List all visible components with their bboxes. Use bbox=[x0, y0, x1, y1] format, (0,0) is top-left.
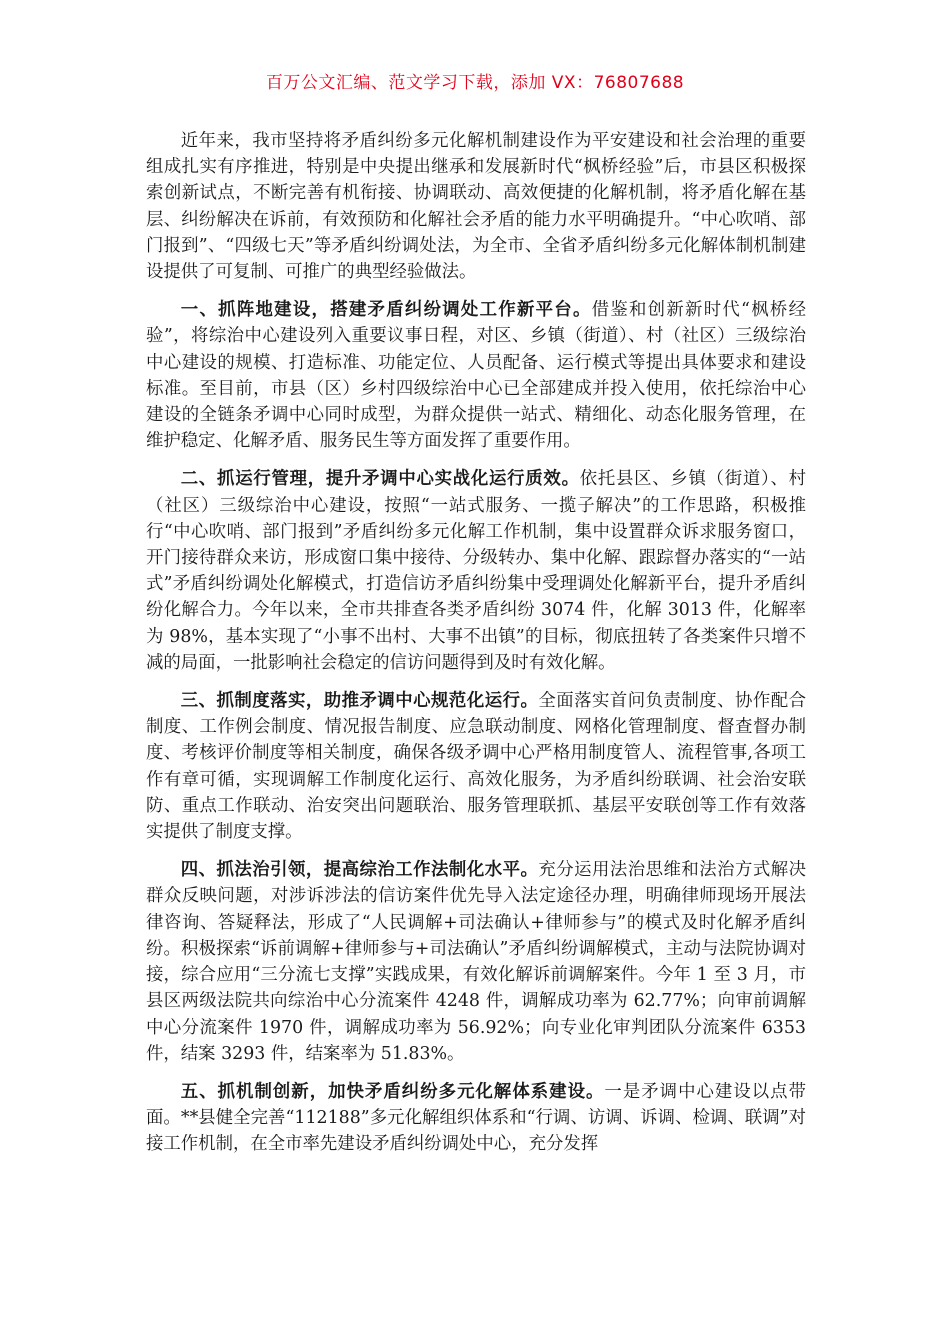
document-body bbox=[146, 128, 806, 1170]
section-1-heading: 一、抓阵地建设，搭建矛盾纠纷调处工作新平台。 bbox=[180, 300, 592, 321]
section-1-text: 借鉴和创新新时代“枫桥经验”，将综治中心建设列入重要议事日程，对区、乡镇（街道）、村（社区）三级综治中心建设的规模、打造标准、功能定位、人员配备、运行模式等提出具体要求和建设标准。至目前，市县（区）乡村四级综治中心已全部建成并投入使用，依托综治中心建设的全链条矛调中心同时成型，为群众提供一站式、精细化、动态化服务管理，在维护稳定、化解矛盾、服务民生等方面发挥了重要作用。 bbox=[146, 300, 806, 452]
section-4-text: 充分运用法治思维和法治方式解决群众反映问题，对涉诉涉法的信访案件优先导入法定途径办理，明确律师现场开展法律咨询、答疑释法，形成了“人民调解+司法确认+律师参与”的模式及时化解矛盾纠纷。积极探索“诉前调解+律师参与+司法确认”矛盾纠纷调解模式，主动与法院协调对接，综合应用“三分流七支撑”实践成果，有效化解诉前调解案件。今年 1 至 3 月，市县区两级法院共向综治中心分流案件 4248 件，调解成功率为 62.77%；向审前调解中心分流案件 1970 件，调解成功率为 56.92%；向专业化审判团队分流案件 6353 件，结案 3293 件，结案率为 51.83%。 bbox=[146, 860, 806, 1064]
section-2-text: 依托县区、乡镇（街道）、村（社区）三级综治中心建设，按照“一站式服务、一揽子解决”的工作思路，积极推行“中心吹哨、部门报到”矛盾纠纷多元化解工作机制，集中设置群众诉求服务窗口，开门接待群众来访，形成窗口集中接待、分级转办、集中化解、跟踪督办落实的“一站式”矛盾纠纷调处化解模式，打造信访矛盾纠纷集中受理调处化解新平台，提升矛盾纠纷化解合力。今年以来，全市共排查各类矛盾纠纷 3074 件，化解 3013 件，化解率为 98%，基本实现了“小事不出村、大事不出镇”的目标，彻底扭转了各类案件只增不减的局面，一批影响社会稳定的信访问题得到及时有效化解。 bbox=[146, 469, 806, 673]
section-1-paragraph bbox=[146, 297, 806, 454]
intro-paragraph: 近年来，我市坚持将矛盾纠纷多元化解机制建设作为平安建设和社会治理的重要组成扎实有序推进，特别是中央提出继承和发展新时代“枫桥经验”后，市县区积极探索创新试点，不断完善有机衔接、协调联动、高效便捷的化解机制，将矛盾化解在基层、纠纷解决在诉前，有效预防和化解社会矛盾的能力水平明确提升。“中心吹哨、部门报到”、“四级七天”等矛盾纠纷调处法，为全市、全省矛盾纠纷多元化解体制机制建设提供了可复制、可推广的典型经验做法。 bbox=[146, 131, 806, 283]
section-3-text: 全面落实首问负责制度、协作配合制度、工作例会制度、情况报告制度、应急联动制度、网格化管理制度、督查督办制度、考核评价制度等相关制度，确保各级矛调中心严格用制度管人、流程管事,各项工作有章可循，实现调解工作制度化运行、高效化服务，为矛盾纠纷联调、社会治安联防、重点工作联动、治安突出问题联治、服务管理联抓、基层平安联创等工作有效落实提供了制度支撑。 bbox=[146, 691, 806, 843]
watermark-banner: 百万公文汇编、范文学习下载，添加 VX：76807688 bbox=[265, 73, 685, 93]
section-5-heading: 五、抓机制创新，加快矛盾纠纷多元化解体系建设。 bbox=[180, 1081, 605, 1102]
section-5-paragraph bbox=[146, 1079, 806, 1158]
section-4-heading: 四、抓法治引领，提高综治工作法制化水平。 bbox=[180, 860, 539, 881]
section-4-paragraph bbox=[146, 857, 806, 1067]
section-3-heading: 三、抓制度落实，助推矛调中心规范化运行。 bbox=[180, 691, 539, 712]
section-2-heading: 二、抓运行管理，提升矛调中心实战化运行质效。 bbox=[180, 469, 580, 490]
section-5-text: 一是矛调中心建设以点带面。**县健全完善“112188”多元化解组织体系和“行调、访调、诉调、检调、联调”对接工作机制，在全市率先建设矛盾纠纷调处中心，充分发挥 bbox=[146, 1081, 806, 1155]
section-3-paragraph bbox=[146, 688, 806, 845]
section-2-paragraph bbox=[146, 466, 806, 676]
